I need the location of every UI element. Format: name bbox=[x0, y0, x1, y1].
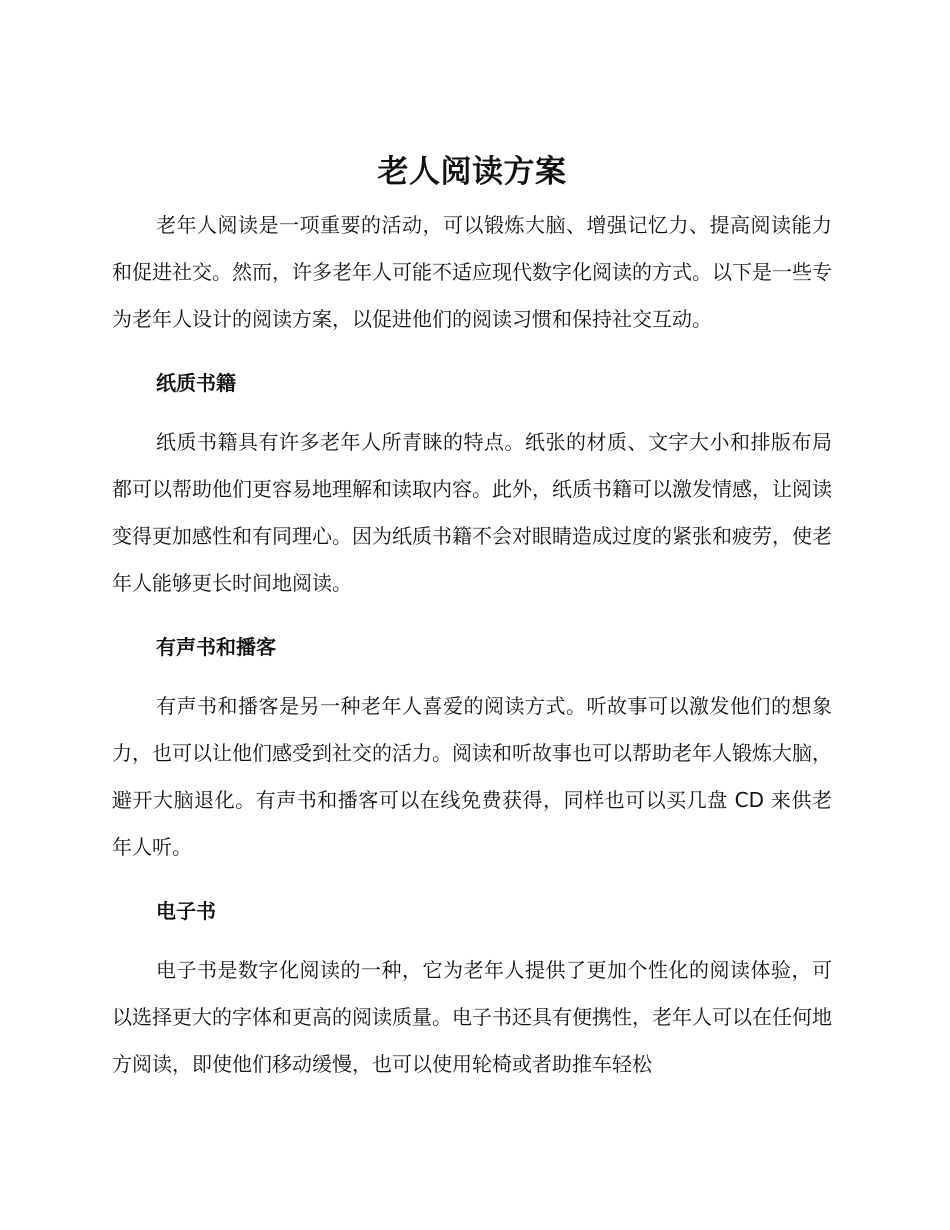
section-paragraph-ebooks: 电子书是数字化阅读的一种，它为老年人提供了更加个性化的阅读体验，可以选择更大的字体和更高的阅读质量。电子书还具有便携性，老年人可以在任何地方阅读，即使他们移动缓慢，也可以使用轮椅或者助推车轻松 bbox=[112, 958, 832, 1076]
section-heading-paper-books: 纸质书籍 bbox=[156, 371, 236, 395]
intro-paragraph: 老年人阅读是一项重要的活动，可以锻炼大脑、增强记忆力、提高阅读能力和促进社交。然而，许多老年人可能不适应现代数字化阅读的方式。以下是一些专为老年人设计的阅读方案，以促进他们的阅读习惯和保持社交互动。 bbox=[112, 213, 832, 331]
section-paragraph-audiobooks-podcasts: 有声书和播客是另一种老年人喜爱的阅读方式。听故事可以激发他们的想象力，也可以让他们感受到社交的活力。阅读和听故事也可以帮助老年人锻炼大脑，避开大脑退化。有声书和播客可以在线免费获得，同样也可以买几盘 CD 来供老年人听。 bbox=[112, 694, 832, 859]
document-title: 老人阅读方案 bbox=[377, 154, 567, 190]
section-heading-audiobooks-podcasts: 有声书和播客 bbox=[156, 635, 276, 659]
section-paragraph-paper-books: 纸质书籍具有许多老年人所青睐的特点。纸张的材质、文字大小和排版布局都可以帮助他们更容易地理解和读取内容。此外，纸质书籍可以激发情感，让阅读变得更加感性和有同理心。因为纸质书籍不会对眼睛造成过度的紧张和疲劳，使老年人能够更长时间地阅读。 bbox=[112, 430, 832, 595]
document-body bbox=[112, 150, 832, 1088]
section-heading-ebooks: 电子书 bbox=[156, 899, 216, 923]
